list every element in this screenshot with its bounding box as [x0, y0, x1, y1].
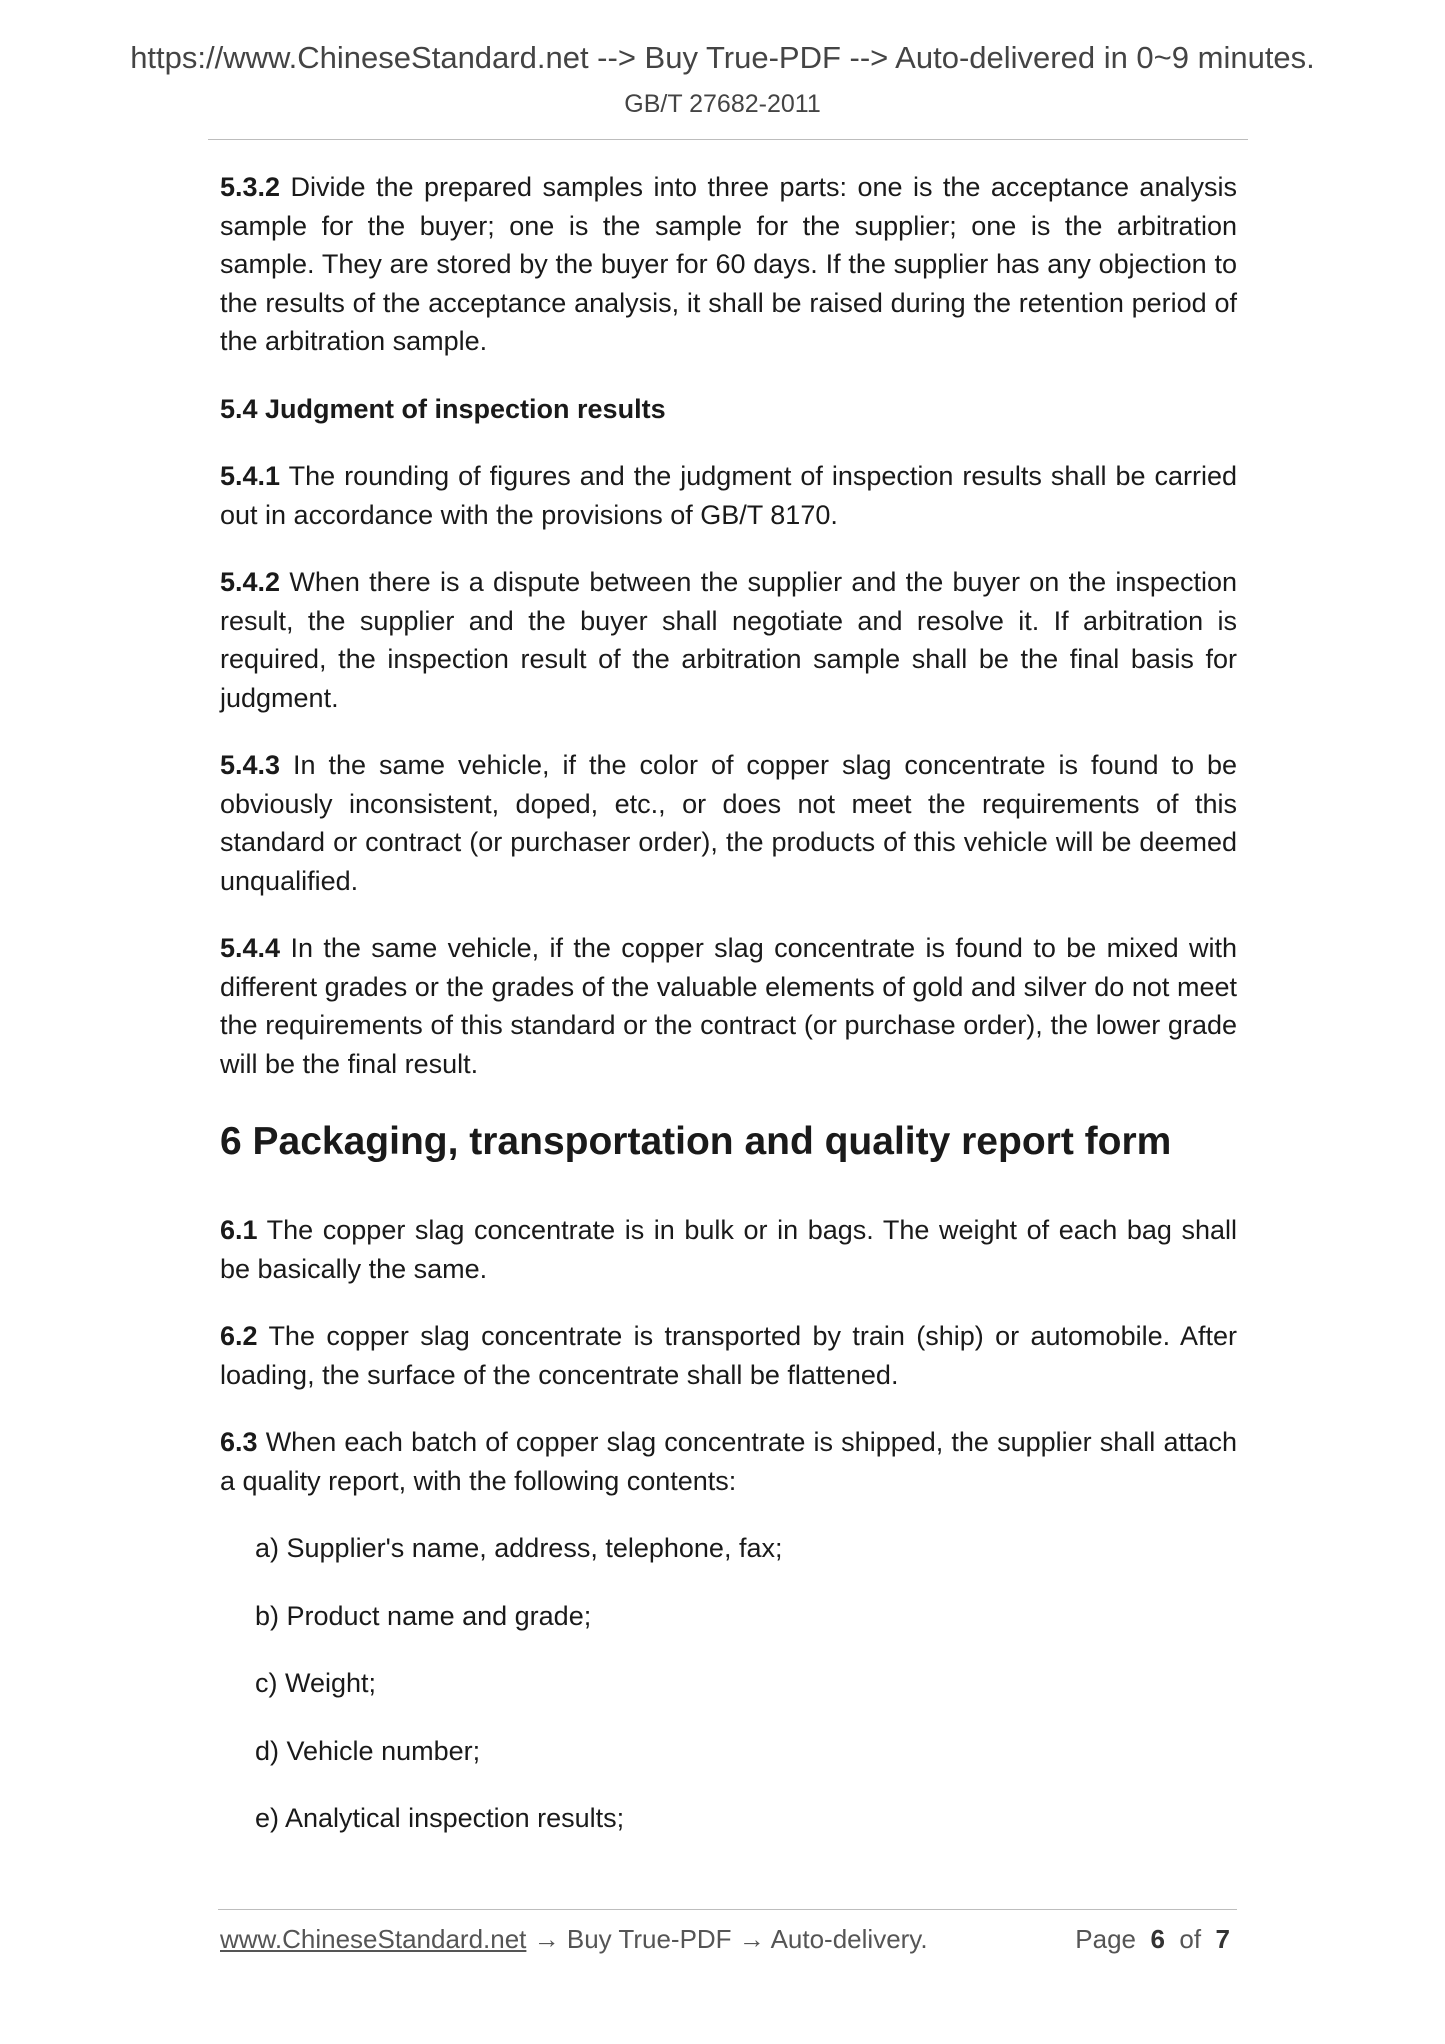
clause-5-4-1 [220, 457, 1237, 534]
clause-text: The copper slag concentrate is transported by train (ship) or automobile. After loading, the surface of the concentrate shall be flattened. [220, 1321, 1237, 1390]
clause-number: 5.4.1 [220, 461, 281, 491]
clause-6-1 [220, 1211, 1237, 1288]
clause-6-3 [220, 1423, 1237, 1500]
list-item: c) Weight; [255, 1668, 377, 1698]
footer-divider [218, 1909, 1237, 1910]
list-item: d) Vehicle number; [255, 1735, 481, 1766]
clause-text: The copper slag concentrate is in bulk or in bags. The weight of each bag shall be basically the same. [220, 1215, 1237, 1284]
clause-text: The rounding of figures and the judgment of inspection results shall be carried out in accordance with the provisions of GB/T 8170. [220, 461, 1237, 530]
current-page-number: 6 [1150, 1924, 1165, 1954]
footer [220, 1924, 1230, 1955]
clause-text: When there is a dispute between the supplier and the buyer on the inspection result, the supplier and the buyer shall negotiate and resolve it. If arbitration is required, the inspection result of the arbitration sample shall be the final basis for judgment. [220, 567, 1237, 713]
subsection-heading-5-4: 5.4 Judgment of inspection results [220, 393, 666, 424]
footer-tagline: → Buy True-PDF → Auto-delivery. [526, 1924, 928, 1954]
page-of-label: of [1179, 1924, 1202, 1954]
list-item: e) Analytical inspection results; [255, 1803, 625, 1833]
clause-5-4-2 [220, 563, 1237, 717]
page-content [220, 168, 1237, 1867]
top-banner: https://www.ChineseStandard.net --> Buy True-PDF --> Auto-delivered in 0~9 minutes. [130, 40, 1315, 75]
section-heading-6: 6 Packaging, transportation and quality report form [220, 1120, 1172, 1163]
page-label: Page [1075, 1924, 1137, 1954]
list-item: a) Supplier's name, address, telephone, fax; [255, 1533, 783, 1563]
quality-report-contents-list [220, 1529, 1237, 1838]
footer-site-link[interactable]: www.ChineseStandard.net [220, 1924, 527, 1954]
clause-number: 5.4.2 [220, 567, 281, 597]
clause-number: 5.4.4 [220, 933, 281, 963]
page-indicator [1075, 1924, 1230, 1955]
clause-number: 5.3.2 [220, 172, 281, 202]
header-divider [208, 139, 1248, 140]
document-code: GB/T 27682-2011 [624, 90, 821, 118]
list-item: b) Product name and grade; [255, 1600, 592, 1631]
clause-5-4-4 [220, 929, 1237, 1083]
clause-number: 6.2 [220, 1321, 258, 1351]
total-pages-number: 7 [1215, 1924, 1230, 1954]
clause-text: In the same vehicle, if the color of copper slag concentrate is found to be obviously inconsistent, doped, etc., or does not meet the requirements of this standard or contract (or purchaser order), the products of this vehicle will be deemed unqualified. [220, 750, 1237, 896]
clause-text: Divide the prepared samples into three parts: one is the acceptance analysis sample for the buyer; one is the sample for the supplier; one is the arbitration sample. They are stored by the buyer for 60 days. If the supplier has any objection to the results of the acceptance analysis, it shall be raised during the retention period of the arbitration sample. [220, 172, 1237, 356]
clause-text: When each batch of copper slag concentrate is shipped, the supplier shall attach a quality report, with the following contents: [220, 1427, 1237, 1496]
clause-number: 5.4.3 [220, 750, 281, 780]
clause-text: In the same vehicle, if the copper slag concentrate is found to be mixed with different grades or the grades of the valuable elements of gold and silver do not meet the requirements of this standard or the contract (or purchase order), the lower grade will be the final result. [220, 933, 1237, 1079]
clause-number: 6.3 [220, 1427, 258, 1457]
clause-5-4-3 [220, 746, 1237, 900]
clause-number: 6.1 [220, 1215, 258, 1245]
clause-6-2 [220, 1317, 1237, 1394]
clause-5-3-2 [220, 168, 1237, 361]
